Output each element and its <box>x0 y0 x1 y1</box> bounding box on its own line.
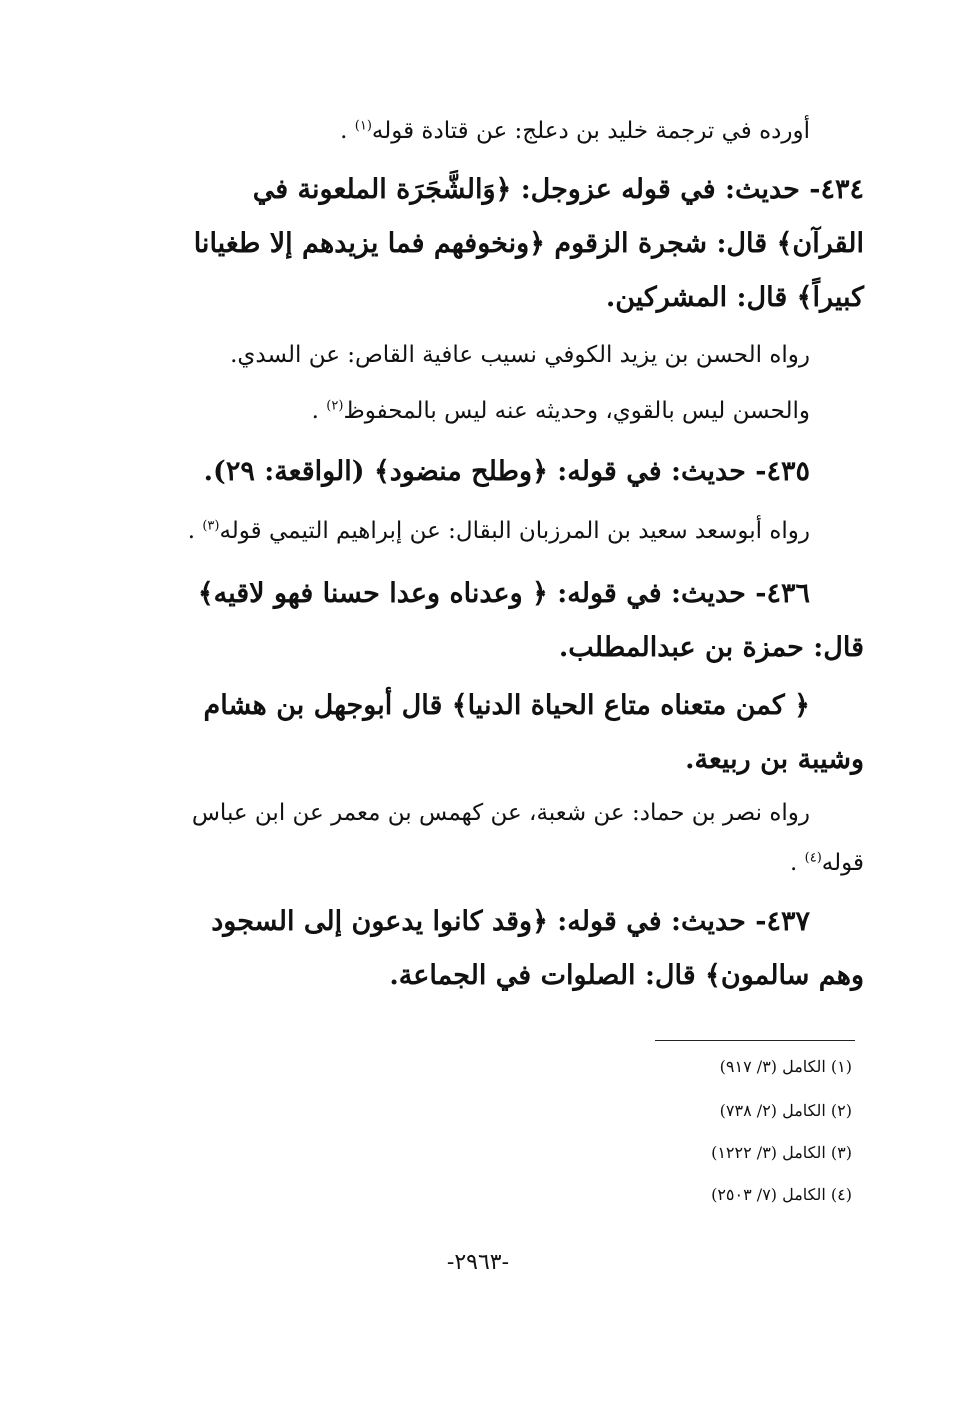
footnote-3: (٣) الكامل (٣/ ١٢٢٢) <box>711 1143 852 1162</box>
intro-end: . <box>340 118 348 144</box>
hadith-434-line-2: القرآن﴾ قال: شجرة الزقوم ﴿ونخوفهم فما يزيدهم إلا طغيانا <box>193 228 864 259</box>
note-436-line-2 <box>790 850 864 876</box>
note-435-line-1 <box>188 518 810 544</box>
note-436-text: قوله <box>821 850 864 876</box>
footnote-ref: (٤) <box>804 850 822 866</box>
hadith-437-line-1: ٤٣٧- حديث: في قوله: ﴿وقد كانوا يدعون إلى السجود <box>211 906 810 937</box>
hadith-436-line-4: وشيبة بن ربيعة. <box>685 744 864 775</box>
note-436-line-1: رواه نصر بن حماد: عن شعبة، عن كهمس بن معمر عن ابن عباس <box>191 800 810 826</box>
page-number: -٢٩٦٣- <box>446 1250 510 1275</box>
footnote-1: (١) الكامل (٣/ ٩١٧) <box>719 1057 852 1076</box>
note-434-end: . <box>311 398 319 424</box>
note-434-line-1: رواه الحسن بن يزيد الكوفي نسيب عافية القاص: عن السدي. <box>230 342 810 368</box>
note-435-text: رواه أبوسعد سعيد بن المرزبان البقال: عن إبراهيم التيمي قوله <box>219 518 810 544</box>
note-434-line-2 <box>312 398 810 424</box>
hadith-436-line-2: قال: حمزة بن عبدالمطلب. <box>558 632 864 663</box>
intro-line <box>340 118 810 144</box>
hadith-434-line-3: كبيراً﴾ قال: المشركين. <box>605 282 864 313</box>
footnote-ref: (٢) <box>326 398 344 414</box>
footnote-ref: (١) <box>354 118 372 134</box>
footnote-4: (٤) الكامل (٧/ ٢٥٠٣) <box>711 1185 852 1204</box>
footnote-separator <box>655 1040 855 1041</box>
hadith-436-line-1: ٤٣٦- حديث: في قوله: ﴿ وعدناه وعدا حسنا فهو لاقيه﴾ <box>197 578 810 609</box>
footnote-2: (٢) الكامل (٢/ ٧٣٨) <box>719 1101 852 1120</box>
footnote-ref: (٣) <box>202 518 220 534</box>
hadith-434-line-1: ٤٣٤- حديث: في قوله عزوجل: ﴿وَالشَّجَرَة الملعونة في <box>252 174 864 205</box>
hadith-436-line-3: ﴿ كمن متعناه متاع الحياة الدنيا﴾ قال أبوجهل بن هشام <box>203 690 810 721</box>
note-435-end: . <box>187 518 195 544</box>
note-434-text: والحسن ليس بالقوي، وحديثه عنه ليس بالمحفوظ <box>343 398 810 424</box>
intro-text: أورده في ترجمة خليد بن دعلج: عن قتادة قوله <box>371 118 810 144</box>
hadith-437-line-2: وهم سالمون﴾ قال: الصلوات في الجماعة. <box>389 960 864 991</box>
hadith-435-line-1: ٤٣٥- حديث: في قوله: ﴿وطلح منضود﴾ (الواقعة: ٢٩). <box>203 456 810 487</box>
note-436-end: . <box>790 850 798 876</box>
